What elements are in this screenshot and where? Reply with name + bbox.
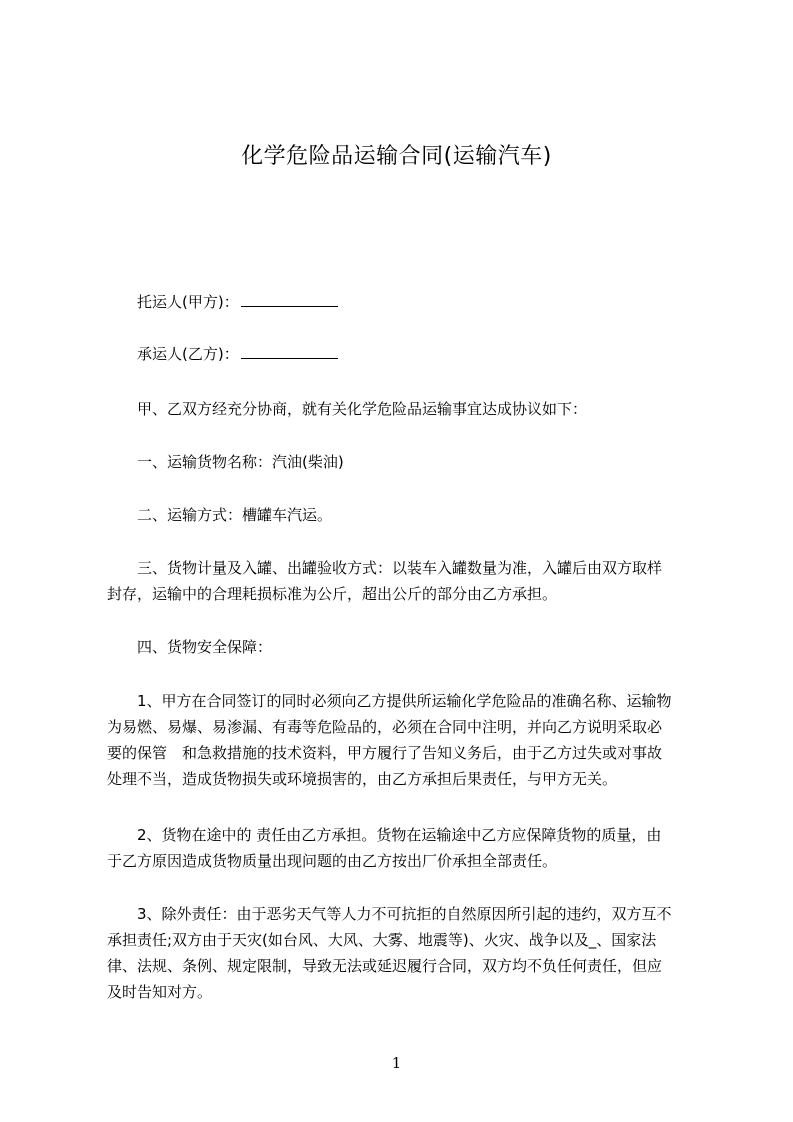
item-3-line: 3、除外责任：由于恶劣天气等人力不可抗拒的自然原因所引起的违约，双方互不: [137, 905, 672, 923]
clause-3-line: 封存，运输中的合理耗损标准为公斤，超出公斤的部分由乙方承担。: [107, 585, 558, 603]
item-2-line: 于乙方原因造成货物质量出现问题的由乙方按出厂价承担全部责任。: [107, 852, 558, 870]
item-1-line: 1、甲方在合同签订的同时必须向乙方提供所运输化学危险品的准确名称、运输物: [137, 692, 672, 710]
clause-4: 四、货物安全保障：: [137, 638, 273, 656]
item-3: [107, 901, 707, 1005]
item-1-line: 为易燃、易爆、易渗漏、有毒等危险品的，必须在合同中注明，并向乙方说明采取必: [107, 718, 663, 736]
clause-2: 二、运输方式：槽罐车汽运。: [137, 506, 333, 524]
item-1: [107, 688, 707, 792]
item-3-line: 及时告知对方。: [107, 983, 213, 1001]
item-2: [107, 822, 707, 874]
shipper-label: 托运人(甲方)：: [137, 293, 239, 311]
item-3-line: 承担责任;双方由于天灾(如台风、大风、大雾、地震等)、火灾、战争以及_、国家法: [107, 931, 657, 949]
page-number: 1: [391, 1054, 402, 1072]
shipper-blank: [241, 293, 338, 307]
clause-3: [107, 555, 707, 607]
carrier-blank: [241, 345, 338, 359]
item-3-line: 律、法规、条例、规定限制，导致无法或延迟履行合同，双方均不负任何责任，但应: [107, 957, 663, 975]
item-1-line: 要的保管 和急救措施的技术资料，甲方履行了告知义务后，由于乙方过失或对事故: [107, 744, 663, 762]
carrier-line: [137, 341, 338, 367]
item-1-line: 处理不当，造成货物损失或环境损害的，由乙方承担后果责任，与甲方无关。: [107, 770, 618, 788]
clause-3-line: 三、货物计量及入罐、出罐验收方式：以装车入罐数量为准，入罐后由双方取样: [137, 559, 663, 577]
shipper-line: [137, 289, 338, 315]
carrier-label: 承运人(乙方)：: [137, 345, 239, 363]
item-2-line: 2、货物在途中的 责任由乙方承担。货物在运输途中乙方应保障货物的质量，由: [137, 826, 662, 844]
intro-text: 甲、乙双方经充分协商，就有关化学危险品运输事宜达成协议如下：: [137, 400, 588, 418]
page-title: 化学危险品运输合同(运输汽车): [241, 144, 552, 169]
clause-1: 一、运输货物名称：汽油(柴油): [137, 453, 344, 471]
